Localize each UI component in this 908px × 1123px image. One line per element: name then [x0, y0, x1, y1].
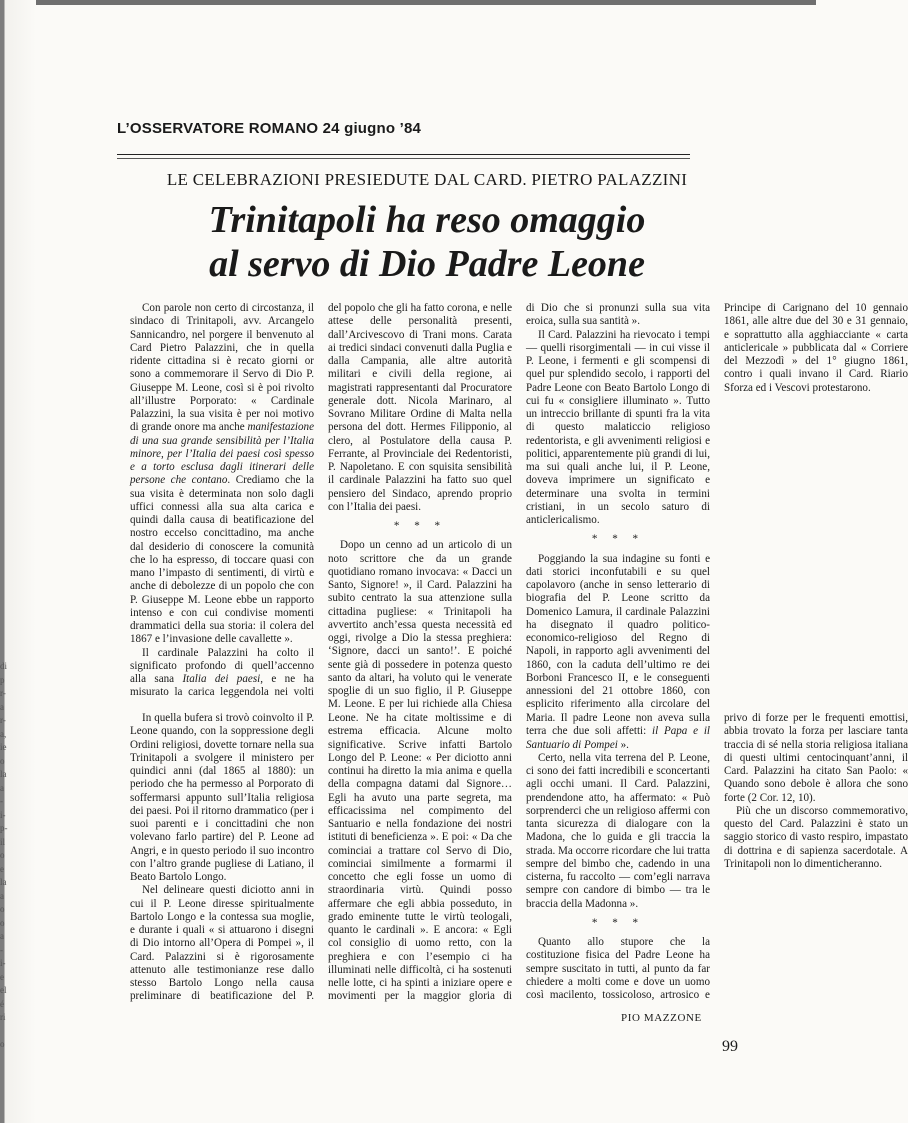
- paragraph-2-text-a: Il cardinale Palazzini ha colto il significato profondo di quell’accenno alla sana: [130, 646, 314, 685]
- margin-fragment: e: [0, 971, 4, 982]
- margin-fragment: a,: [0, 728, 7, 739]
- margin-fragment: o: [0, 917, 5, 928]
- margin-fragment: i-: [0, 958, 6, 968]
- paragraph-3: Dopo un cenno ad un articolo di un noto scrittore che da un grande quotidiano romano invocava: « Dacci un Santo, Signore! », il Card. Palazzini ha subito centrato la sua attenzione sulla cittadina pugliese: « Trinitapoli ha avvertito anch’essa questa necessità ed oggi, rivolge a Dio la stessa preghiera: ‘Signore, dacci un santo!’. E poiché sente già di possedere in potenza questo santo da altari, ha voluto qui le venerate spoglie di un suo figlio, il P. Giuseppe M. Leone. E per lui richiede alla Chiesa di Dio che si pronunzi sulla sua vita eroica, sulla sua santità ».: [328, 302, 710, 711]
- paragraph-1-text-a: Con parole non certo di circostanza, il sindaco di Trinitapoli, avv. Arcangelo Sannicandro, nel porgere il benvenuto al Card Pietro Palazzini, che in quella ridente cittadina si è recato giorni or sono a commemorare il Servo di Dio P. Giuseppe M. Leone, così si è poi rivolto all’illustre Porporato: « Cardinale Palazzini, la sua visita è per noi motivo di grande onore ma anche: [130, 302, 314, 434]
- margin-fragment: ri: [0, 1012, 6, 1022]
- margin-fragment: o: [0, 850, 5, 860]
- margin-fragment: o: [0, 904, 5, 914]
- margin-fragment: il: [0, 836, 6, 847]
- headline-line-1: Trinitapoli ha reso omaggio: [208, 199, 646, 241]
- margin-fragment: la: [0, 769, 7, 779]
- margin-fragment: r-: [0, 688, 6, 698]
- section-separator-1: * * *: [393, 520, 447, 532]
- margin-fragment: p-: [0, 823, 8, 833]
- margin-fragment: ie: [0, 742, 7, 752]
- paragraph-7-italic: il Papa e il Santuario di Pompei: [526, 725, 710, 751]
- article-body-top: [130, 302, 908, 712]
- author-signature: PIO MAZZONE: [621, 1012, 702, 1024]
- paragraph-7-text: Nel delineare questi diciotto anni in cui il P. Leone diresse spiritualmente Bartolo Longo e la contessa sua moglie, e durante i quali « si attuarono i disegni di Dio intorno all’Opera di Pompei », il Card. Palazzini si è rigorosamente attenuto alle testimonianze rese dallo stesso Bartolo Longo nella causa preliminare di beatificazione del P. Leone. Ne ha citate moltissime e di estrema efficacia. Alcune molto significative. Scrive infatti Bartolo Longo del P. Leone: « Per diciotto anni continui ha diretto la mia anima e quella della compagna datami dal Signore… Egli ha avuto una parte segreta, ma efficacissima nel compimento del Santuario e nella fondazione dei nostri istituti di beneficienza ». E poi: « Da che cominciai a trattare col Servo di Dio, cominciai similmente a formarmi il concetto che egli fosse un uomo di straordinaria virtù. Quindi posso affermare che egli abbia posseduto, in grado eminente tutte le virtù teologali, quanto le cardinali ». E ancora: « Egli col consiglio di uomo retto, con la preghiera e con l’esempio ci ha illuminati nelle difficoltà, ci ha sostenuti nelle lotte, ci ha spinti a iniziare opere e movimenti per la maggior gloria di Maria. Il padre Leone non aveva sulla terra che due soli affetti:: [130, 712, 710, 1003]
- paragraph-7-end: ».: [617, 738, 629, 751]
- paragraph-2-italic: Italia dei paesi: [182, 673, 261, 685]
- margin-fragment: a: [0, 782, 4, 793]
- masthead-rule-thin: [117, 158, 690, 159]
- paragraph-6: In quella bufera si trovò coinvolto il P. Leone quando, con la soppressione degli Ordini religiosi, dovette tornare nella sua Trinitapoli a svolgere il ministero per quindici anni (dal 1865 al 1880): un periodo che ha permesso al Porporato di soffermarsi appunto sull’Italia religiosa dei paesi. Poi il ritorno drammatico (per i suoi parenti e i concittadini che non volevano farlo partire) del P. Leone ad Angri, e in questo periodo il suo incontro con l’altro grande pugliese di Latiano, il Beato Bartolo Longo.: [130, 712, 314, 883]
- margin-fragment: i-: [0, 809, 6, 820]
- paragraph-5: Poggiando la sua indagine su fonti e dati storici inconfutabili e su quel capolavoro (anche in senso letterario di biografia del P. Leone scritto da Domenico Lamura, il cardinale Palazzini ha disegnato il quadro politico-economico-religioso del Regno di Napoli, in rapporto agli avvenimenti del 1860, con la caduta dell’ultimo re dei Borboni Francesco II, e le conseguenti annessioni del 21 ottobre 1860, con esplicito riferimento alla circolare del Principe di Carignano del 10 gennaio 1861, alle altre due del 30 e 31 gennaio, e soprattutto alla agghiacciante « carta anticlericale » pubblicata dal « Corriere del Mezzodì » del 1° giugno 1861, contro i quali invano il Card. Riario Sforza ed i Vescovi protestarono.: [526, 302, 908, 711]
- margin-fragment: la: [0, 877, 7, 887]
- paragraph-8: Certo, nella vita terrena del P. Leone, ci sono dei fatti incredibili e sconcertanti agli occhi umani. Il Card. Palazzini, prendendone atto, ha affermato: « Può sorprenderci che un religioso affermi con tanta sicurezza di dialogare con la Madona, che lo guida e gli traccia la strada. Ma occorre ricordare che lui tratta sempre del bimbo che, cadendo in una cisterna, fu raccolto — com’egli narrava sempre con candore di bimbo — tra le braccia della Madonna ».: [526, 751, 710, 910]
- masthead-rule: [117, 154, 690, 155]
- paragraph-9: Quanto allo stupore che la costituzione fisica del Padre Leone ha sempre suscitato in tutti, al punto da far chiedere a molti come e dove un uomo così macilento, tossicoloso, artrosico e privo di forze per le frequenti emottisi, abbia trovato la forza per lasciare tanta traccia di sé nella storia religiosa italiana di questi ultimi centocinquant’anni, il Card. Palazzini ha citato San Paolo: « Quando sono debole è allora che sono forte (2 Cor. 12, 10).: [526, 712, 908, 1001]
- margin-fragment: di: [0, 661, 8, 671]
- newspaper-masthead: [117, 120, 421, 137]
- headline-line-2: al servo di Dio Padre Leone: [209, 243, 645, 285]
- article-headline: [117, 198, 737, 286]
- paragraph-4: Il Card. Palazzini ha rievocato i tempi — quelli risorgimentali — in cui visse il P. Leone, i fermenti e gli scompensi di quel pur splendido secolo, i rapporti del Padre Leone con Beato Bartolo Longo di cui fu « consigliere illuminato ». Tutto un intreccio brillante di spunti fra la vita di questo malaticcio religioso redentorista, e gli avvenimenti religiosi e politici, apparentemente più grandi di lui, ma sui quali anche lui, il P. Leone, doveva imprimere un significato e determinare una svolta in termini cristiani, in un secolo saturo di anticlericalismo.: [526, 328, 710, 526]
- issue-date: 24 giugno ’84: [322, 120, 422, 137]
- margin-fragment: o: [0, 1039, 5, 1049]
- margin-fragment: e: [0, 863, 4, 874]
- margin-fragment: -: [0, 944, 3, 955]
- scan-top-strip: [0, 0, 816, 5]
- margin-fragment: é: [0, 998, 4, 1009]
- margin-fragment: r-: [0, 715, 6, 725]
- margin-fragment: o: [0, 755, 5, 766]
- margin-fragment: -: [0, 796, 3, 806]
- paragraph-1-text-b: . Crediamo che la sua visita è determinata non solo dagli uffici connessi alla sua alta carica e quindi dalla causa di beatificazione del nostro eccelso concittadino, ma anche dal desiderio di conoscere la comunità che lo ha espresso, di toccare quasi con mano l’impasto di sentimenti, di virtù e anche di debolezze di un popolo che con P. Giuseppe M. Leone ebbe un rapporto intenso e con cui condivise momenti drammatici della sua storia: il colera del 1867 e l’invasione delle cavallette ».: [130, 474, 314, 646]
- margin-fragment: a: [0, 890, 4, 901]
- section-separator-3: * * *: [591, 916, 645, 929]
- newspaper-name: L’OSSERVATORE ROMANO: [117, 120, 319, 137]
- page-number: 99: [722, 1038, 738, 1055]
- margin-fragment: a: [0, 701, 4, 712]
- margin-fragment: el: [0, 985, 7, 995]
- article-kicker: LE CELEBRAZIONI PRESIEDUTE DAL CARD. PIETRO PALAZZINI: [166, 170, 688, 189]
- section-separator-2: * * *: [591, 533, 645, 546]
- paragraph-10: Più che un discorso commemorativo, questo del Card. Palazzini è stato un saggio storico di vasto respiro, impastato di dottrina e di sapienza sacerdotale. A Trinitapoli non lo dimenticheranno.: [724, 804, 908, 870]
- margin-fragment: p: [0, 674, 5, 685]
- paragraph-1-italic: manifestazione di una sua grande sensibilità per l’Italia minore, per l’Italia dei paesi così spesso e a torto esclusa dagli itinerari delle persone che contano: [130, 421, 314, 487]
- facing-page-margin-fragments: [0, 660, 10, 1052]
- paragraph-2-text-b: , e ne ha misurato la carica leggendola nei volti del popolo che gli ha fatto corona, e nelle attese delle personalità presenti, dall’Arcivescovo di Trani mons. Carata ai tredici sindaci convenuti dalla Puglia e dalla Campania, alle altre autorità militari e civili della regione, ai magistrati rappresentanti dal Procuratore generale dott. Nicola Marinaro, al Sovrano Militare Ordine di Malta nella persona del dott. Hermes Filipponio, al clero, al Postulatore della causa P. Ferrante, al Provinciale dei Redentoristi, P. Napoletano. E con squisita sensibilità il cardinale Palazzini ha fatto suo quel pensiero del Sindaco, aprendo proprio con l’Italia dei paesi.: [130, 302, 512, 699]
- article-body-bottom: [130, 712, 908, 1012]
- margin-fragment: a: [0, 931, 4, 941]
- margin-fragment: [0, 1025, 10, 1039]
- paragraph-1: [130, 302, 314, 647]
